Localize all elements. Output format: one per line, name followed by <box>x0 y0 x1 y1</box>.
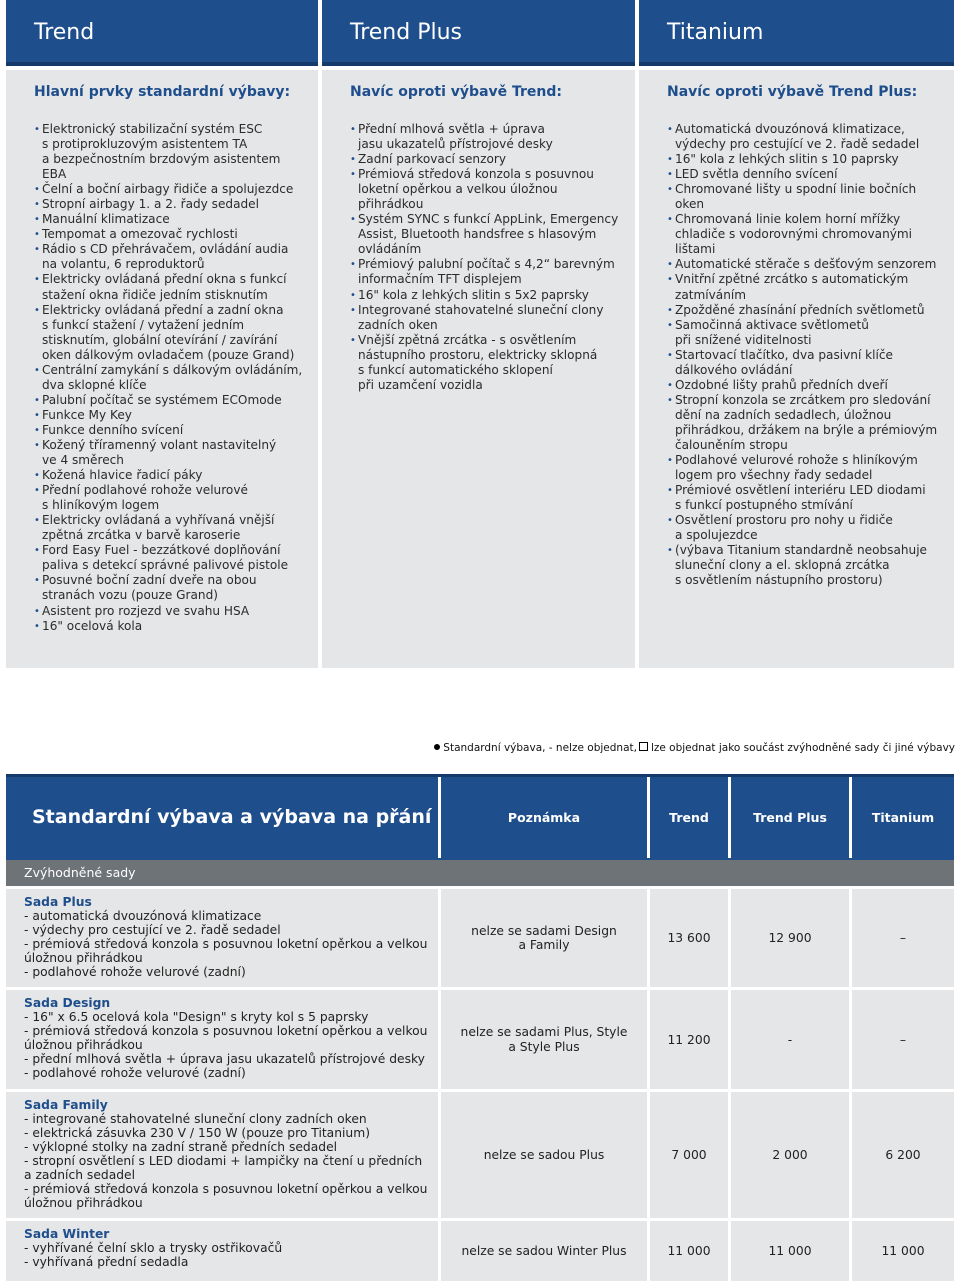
feature-item: • Stropní airbagy 1. a 2. řady sedadel <box>34 197 318 212</box>
package-note: nelze se sadou Plus <box>441 1092 647 1218</box>
price-trend-plus: 2 000 <box>731 1092 849 1218</box>
package-line: - prémiová středová konzola s posuvnou loketní opěrkou a velkou <box>24 1182 428 1196</box>
package-line: - výklopné stolky na zadní straně předních sedadel <box>24 1140 338 1154</box>
feature-item: • Systém SYNC s funkcí AppLink, Emergency Assist, Bluetooth handsfree s hlasovým ovládáním <box>350 212 635 257</box>
column-header-titanium: Titanium <box>849 777 954 858</box>
package-note: nelze se sadou Winter Plus <box>441 1221 647 1281</box>
package-line: - stropní osvětlení s LED diodami + lampičky na čtení u předních <box>24 1154 423 1168</box>
tier-column-titanium <box>639 70 954 668</box>
price-trend: 11 200 <box>650 990 728 1089</box>
package-line: - výdechy pro cestující ve 2. řadě sedadel <box>24 923 281 937</box>
package-note: nelze se sadami Plus, Style a Style Plus <box>441 990 647 1089</box>
package-line: - 16" x 6.5 ocelová kola "Design" s kryty kol s 5 paprsky <box>24 1010 369 1024</box>
legend-standard: Standardní výbava, - nelze objednat, <box>443 742 637 754</box>
feature-item: • Čelní a boční airbagy řidiče a spolujezdce <box>34 182 318 197</box>
price-titanium: – <box>852 990 954 1089</box>
feature-item: • Funkce My Key <box>34 408 318 423</box>
feature-item: • (výbava Titanium standardně neobsahuje sluneční clony a el. sklopná zrcátka s osvětlením nástupního prostoru) <box>667 543 954 588</box>
package-description <box>6 1221 438 1281</box>
feature-list <box>667 122 954 588</box>
feature-item: • Integrované stahovatelné sluneční clony zadních oken <box>350 303 635 333</box>
package-line: úložnou přihrádkou <box>24 951 143 965</box>
tier-header-trend-plus: Trend Plus <box>322 0 635 66</box>
price-trend-plus: - <box>731 990 849 1089</box>
feature-item: • 16" ocelová kola <box>34 619 318 634</box>
feature-item: • Rádio s CD přehrávačem, ovládání audia na volantu, 6 reproduktorů <box>34 242 318 272</box>
column-header-trend: Trend <box>647 777 728 858</box>
package-description <box>6 990 438 1089</box>
package-line: - podlahové rohože velurové (zadní) <box>24 965 246 979</box>
price-trend-plus: 11 000 <box>731 1221 849 1281</box>
tier-header-titanium: Titanium <box>639 0 954 66</box>
feature-item: • Zpožděné zhasínání předních světlometů <box>667 303 954 318</box>
feature-item: • Palubní počítač se systémem ECOmode <box>34 393 318 408</box>
package-line: - vyhřívaná přední sedadla <box>24 1255 189 1269</box>
price-trend: 7 000 <box>650 1092 728 1218</box>
price-titanium: 6 200 <box>852 1092 954 1218</box>
table-title: Standardní výbava a výbava na přání <box>32 806 432 828</box>
price-titanium: – <box>852 889 954 987</box>
feature-item: • 16" kola z lehkých slitin s 5x2 paprsky <box>350 288 635 303</box>
feature-item: • Centrální zamykání s dálkovým ovládáním, dva sklopné klíče <box>34 363 318 393</box>
package-title: Sada Design <box>24 996 111 1010</box>
feature-item: • Elektricky ovládaná přední okna s funkcí stažení okna řidiče jedním stisknutím <box>34 272 318 302</box>
package-line: - podlahové rohože velurové (zadní) <box>24 1066 246 1080</box>
tier-heading: Navíc oproti výbavě Trend: <box>350 84 563 100</box>
feature-item: • Vnější zpětná zrcátka - s osvětlením nástupního prostoru, elektricky sklopná s funkcí automatického sklopení při uzamčení vozidla <box>350 333 635 393</box>
package-title: Sada Plus <box>24 895 92 909</box>
package-line: a zadních sedadel <box>24 1168 136 1182</box>
optional-box-icon <box>639 742 648 751</box>
package-line: úložnou přihrádkou <box>24 1038 143 1052</box>
package-title: Sada Winter <box>24 1227 110 1241</box>
feature-item: • Elektricky ovládaná a vyhřívaná vnější zpětná zrcátka v barvě karoserie <box>34 513 318 543</box>
column-header-trend-plus: Trend Plus <box>728 777 849 858</box>
feature-item: • Elektricky ovládaná přední a zadní okna s funkcí stažení / vytažení jedním stisknutím, globální otevírání / zavírání oken dálkovým ovladačem (pouze Grand) <box>34 303 318 363</box>
feature-item: • Funkce denního svícení <box>34 423 318 438</box>
feature-list <box>350 122 635 393</box>
package-line: - přední mlhová světla + úprava jasu ukazatelů přístrojové desky <box>24 1052 425 1066</box>
feature-item: • Ford Easy Fuel - bezzátkové doplňování paliva s detekcí správné palivové pistole <box>34 543 318 573</box>
price-trend: 13 600 <box>650 889 728 987</box>
standard-dot-icon <box>434 744 440 750</box>
legend <box>434 742 955 754</box>
table-row <box>6 1221 954 1281</box>
feature-item: • Posuvné boční zadní dveře na obou stranách vozu (pouze Grand) <box>34 573 318 603</box>
feature-list <box>34 122 318 634</box>
tier-heading: Hlavní prvky standardní výbavy: <box>34 84 291 100</box>
feature-item: • Elektronický stabilizační systém ESC s protiprokluzovým asistentem TA a bezpečnostním brzdovým asistentem EBA <box>34 122 318 182</box>
price-titanium: 11 000 <box>852 1221 954 1281</box>
feature-item: • Prémiové osvětlení interiéru LED diodami s funkcí postupného stmívání <box>667 483 954 513</box>
feature-item: • Ozdobné lišty prahů předních dveří <box>667 378 954 393</box>
package-line: - prémiová středová konzola s posuvnou loketní opěrkou a velkou <box>24 1024 428 1038</box>
feature-item: • Přední mlhová světla + úprava jasu ukazatelů přístrojové desky <box>350 122 635 152</box>
feature-item: • Manuální klimatizace <box>34 212 318 227</box>
feature-item: • Kožený tříramenný volant nastavitelný ve 4 směrech <box>34 438 318 468</box>
column-header-note: Poznámka <box>438 777 647 858</box>
feature-item: • Prémiová středová konzola s posuvnou loketní opěrkou a velkou úložnou přihrádkou <box>350 167 635 212</box>
feature-item: • Samočinná aktivace světlometů při snížené viditelnosti <box>667 318 954 348</box>
package-line: - vyhřívané čelní sklo a trysky ostřikovačů <box>24 1241 283 1255</box>
feature-item: • Tempomat a omezovač rychlosti <box>34 227 318 242</box>
feature-item: • Automatická dvouzónová klimatizace, výdechy pro cestující ve 2. řadě sedadel <box>667 122 954 152</box>
package-line: úložnou přihrádkou <box>24 1196 143 1210</box>
package-title: Sada Family <box>24 1098 108 1112</box>
table-row <box>6 990 954 1089</box>
package-line: - integrované stahovatelné sluneční clony zadních oken <box>24 1112 367 1126</box>
feature-item: • Podlahové velurové rohože s hliníkovým logem pro všechny řady sedadel <box>667 453 954 483</box>
feature-item: • Vnitřní zpětné zrcátko s automatickým zatmíváním <box>667 272 954 302</box>
package-description <box>6 889 438 987</box>
feature-item: • Automatické stěrače s dešťovým senzorem <box>667 257 954 272</box>
feature-item: • Chromované lišty u spodní linie bočních oken <box>667 182 954 212</box>
tier-header-trend: Trend <box>6 0 318 66</box>
feature-item: • Startovací tlačítko, dva pasivní klíče dálkového ovládání <box>667 348 954 378</box>
feature-item: • Chromovaná linie kolem horní mřížky chladiče s vodorovnými chromovanými lištami <box>667 212 954 257</box>
table-row <box>6 1092 954 1218</box>
package-description <box>6 1092 438 1218</box>
feature-item: • Přední podlahové rohože velurové s hliníkovým logem <box>34 483 318 513</box>
package-line: - automatická dvouzónová klimatizace <box>24 909 262 923</box>
table-header <box>6 774 954 861</box>
tier-column-trend <box>6 70 318 668</box>
feature-item: • 16" kola z lehkých slitin s 10 paprsky <box>667 152 954 167</box>
feature-item: • Zadní parkovací senzory <box>350 152 635 167</box>
feature-item: • Prémiový palubní počítač s 4,2“ barevným informačním TFT displejem <box>350 257 635 287</box>
section-row: Zvýhodněné sady <box>6 860 954 886</box>
feature-item: • LED světla denního svícení <box>667 167 954 182</box>
price-trend: 11 000 <box>650 1221 728 1281</box>
tier-column-trend-plus <box>322 70 635 668</box>
package-note: nelze se sadami Design a Family <box>441 889 647 987</box>
feature-item: • Osvětlení prostoru pro nohy u řidiče a spolujezdce <box>667 513 954 543</box>
feature-item: • Stropní konzola se zrcátkem pro sledování dění na zadních sedadlech, úložnou přihrádkou, držákem na brýle a prémiovým čalouněním stropu <box>667 393 954 453</box>
package-line: - prémiová středová konzola s posuvnou loketní opěrkou a velkou <box>24 937 428 951</box>
feature-item: • Kožená hlavice řadicí páky <box>34 468 318 483</box>
legend-optional: lze objednat jako součást zvýhodněné sady či jiné výbavy <box>650 742 955 754</box>
tier-heading: Navíc oproti výbavě Trend Plus: <box>667 84 918 100</box>
feature-item: • Asistent pro rozjezd ve svahu HSA <box>34 604 318 619</box>
price-trend-plus: 12 900 <box>731 889 849 987</box>
table-row <box>6 889 954 987</box>
package-line: - elektrická zásuvka 230 V / 150 W (pouze pro Titanium) <box>24 1126 370 1140</box>
